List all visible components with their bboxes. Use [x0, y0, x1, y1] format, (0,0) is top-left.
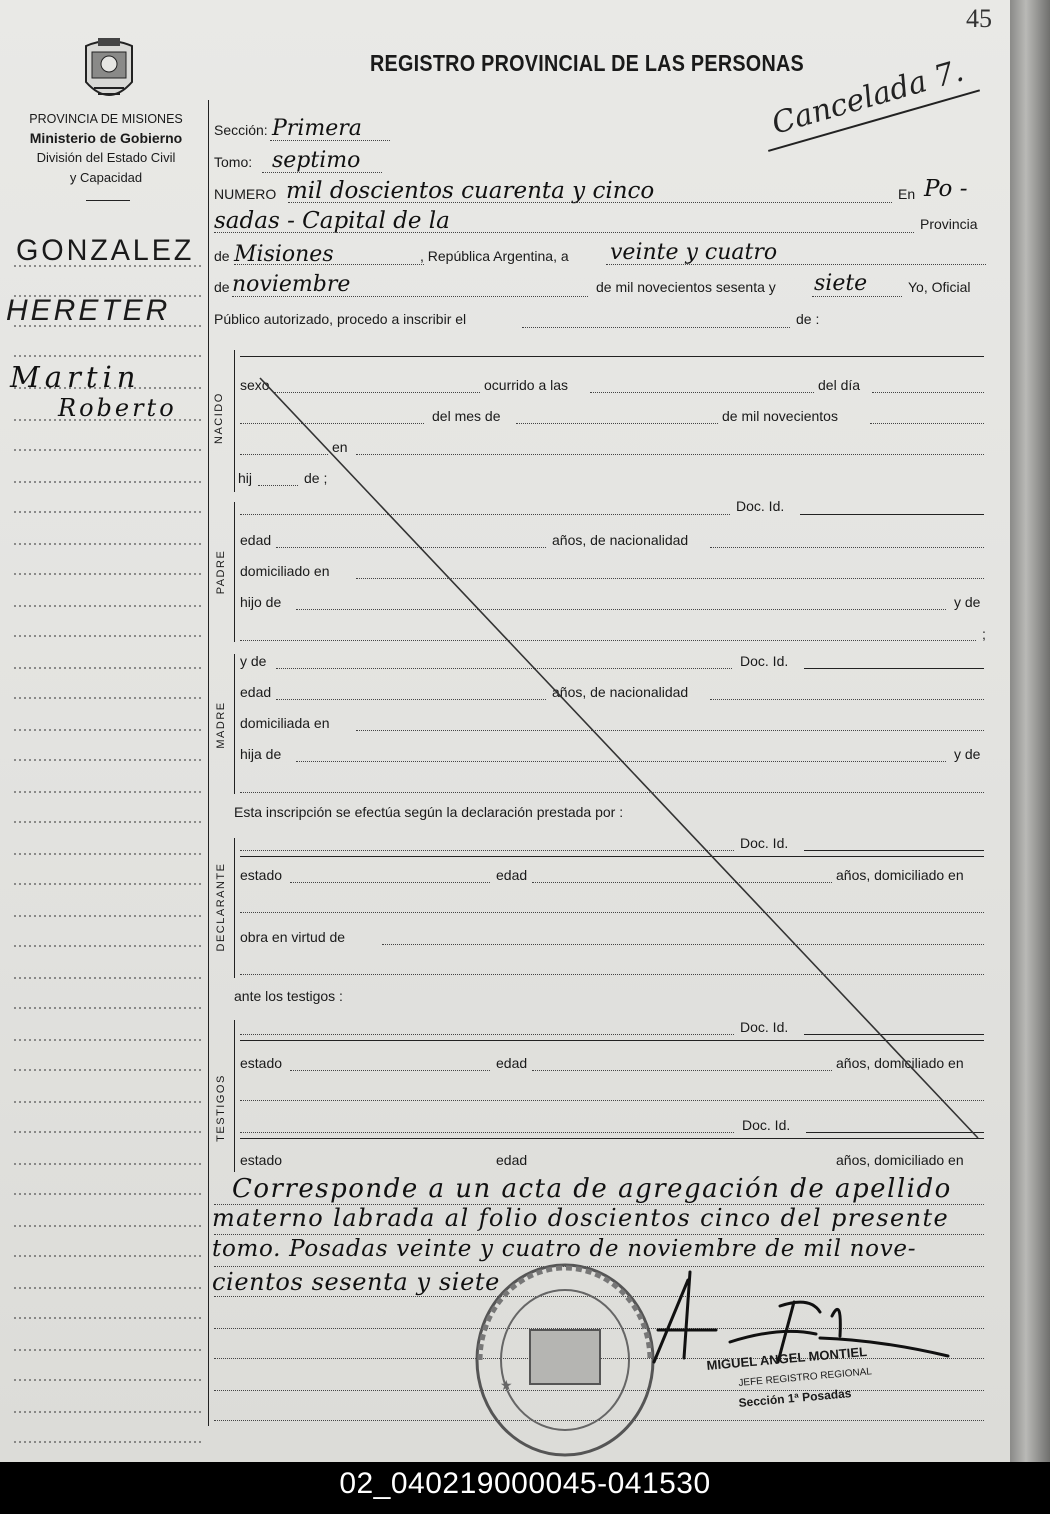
annotation-line-4: cientos sesenta y siete [212, 1268, 500, 1296]
publico-line [522, 327, 790, 328]
place-value: sadas - Capital de la [214, 208, 450, 234]
doc-id-testigo-2: Doc. Id. [742, 1117, 791, 1133]
nacido-bracket [234, 350, 235, 492]
yo-oficial-label: Yo, Oficial [908, 279, 971, 295]
doc-id-nacido: Doc. Id. [736, 498, 785, 514]
edad-label-testigo-1: edad [496, 1055, 528, 1071]
tomo-line [262, 172, 382, 173]
provincial-coat-of-arms [74, 36, 144, 110]
de-label-1: de [214, 248, 230, 264]
division-line-1: División del Estado Civil [36, 150, 176, 165]
de-colon-label: de : [796, 311, 820, 327]
provincia-label: Provincia [920, 216, 978, 232]
section-nacido: NACIDO [213, 392, 225, 444]
page-title: REGISTRO PROVINCIAL DE LAS PERSONAS [370, 50, 804, 76]
domiciliado-label-declarante: años, domiciliado en [836, 867, 964, 883]
edad-label-padre: edad [240, 532, 272, 548]
section-padre: PADRE [215, 549, 227, 595]
estado-label-testigo-2: estado [240, 1152, 283, 1168]
month-value: noviembre [232, 272, 351, 297]
scan-reference-code: 02_040219000045-041530 [339, 1467, 711, 1500]
province-name: PROVINCIA DE MISIONES [29, 112, 183, 126]
obra-label: obra en virtud de [240, 929, 346, 945]
edad-label-testigo-2: edad [496, 1152, 528, 1168]
svg-text:★: ★ [500, 1377, 513, 1393]
day-line [606, 264, 986, 265]
numero-value: mil doscientos cuarenta y cinco [286, 178, 655, 204]
numero-line [288, 202, 892, 203]
margin-given-name-2: Roberto [58, 394, 177, 422]
domiciliado-label-padre: domiciliado en [240, 563, 330, 579]
seccion-line [270, 140, 390, 141]
place-line [214, 232, 914, 233]
y-de-label-padre: y de [954, 594, 981, 610]
del-dia-label: del día [818, 377, 861, 393]
hij-label: hij [238, 470, 253, 486]
sexo-label: sexo [240, 377, 270, 393]
declaracion-label: Esta inscripción se efectúa según la declaración prestada por : [234, 804, 624, 820]
en-label: En [898, 186, 916, 202]
padre-bracket [234, 502, 235, 642]
official-section: Sección 1ª Posadas [738, 1386, 852, 1410]
de-mil-label: de mil novecientos [722, 408, 838, 424]
estado-label-testigo-1: estado [240, 1055, 283, 1071]
province-value: Misiones [234, 242, 334, 267]
year-line [812, 296, 902, 297]
annotation-line-2: materno labrada al folio doscientos cinco del presente [212, 1204, 950, 1232]
year-value: siete [814, 271, 868, 296]
declarante-bracket [234, 838, 235, 978]
section-testigos: TESTIGOS [215, 1074, 227, 1142]
header-divider [86, 200, 130, 201]
margin-given-name-1: Martin [10, 360, 141, 394]
estado-label-declarante: estado [240, 867, 283, 883]
official-title: JEFE REGISTRO REGIONAL [738, 1366, 873, 1389]
margin-vertical-rule [208, 100, 209, 1426]
edad-label-madre: edad [240, 684, 272, 700]
y-de-label-madre-2: y de [954, 746, 981, 762]
doc-id-testigo-1: Doc. Id. [740, 1019, 789, 1035]
section-declarante: DECLARANTE [215, 862, 227, 952]
note-line-2 [214, 1234, 984, 1235]
doc-id-declarante: Doc. Id. [740, 835, 789, 851]
canceled-stamp: Cancelada 7. [768, 53, 968, 142]
seccion-value: Primera [272, 116, 362, 141]
month-line [232, 296, 588, 297]
year-label: de mil novecientos sesenta y [596, 279, 776, 295]
de-label-2: de [214, 279, 230, 295]
en-label-nacido: en [332, 439, 348, 455]
domiciliada-label: domiciliada en [240, 715, 330, 731]
official-name: MIGUEL ANGEL MONTIEL [706, 1343, 868, 1373]
nacionalidad-label-padre: años, de nacionalidad [552, 532, 689, 548]
del-mes-label: del mes de [432, 408, 501, 424]
annotation-line-3: tomo. Posadas veinte y cuatro de noviembre de mil nove- [212, 1236, 917, 1262]
margin-surname-2: HERETER [6, 294, 171, 327]
annotation-line-1: Corresponde a un acta de agregación de apellido [232, 1174, 952, 1204]
tomo-label: Tomo: [214, 154, 253, 170]
doc-id-madre: Doc. Id. [740, 653, 789, 669]
numero-label: NUMERO [214, 186, 277, 202]
nacido-top-rule [240, 356, 984, 357]
section-madre: MADRE [215, 701, 227, 749]
hij-de-label: de ; [304, 470, 328, 486]
testigos-bracket [234, 1020, 235, 1172]
ministry-name: Ministerio de Gobierno [29, 130, 183, 146]
cancellation-diagonal-line [240, 370, 1000, 1170]
domiciliado-label-testigo-2: años, domiciliado en [836, 1152, 964, 1168]
day-value: veinte y cuatro [610, 240, 778, 265]
ocurrido-label: ocurrido a las [484, 377, 569, 393]
division-line-2: y Capacidad [69, 170, 143, 185]
en-value: Po - [924, 176, 968, 202]
semicolon-mark: ; [982, 626, 986, 642]
edad-label-declarante: edad [496, 867, 528, 883]
domiciliado-label-testigo-1: años, domiciliado en [836, 1055, 964, 1071]
page-number: 45 [966, 4, 992, 33]
seccion-label: Sección: [214, 122, 268, 138]
hijo-de-label: hijo de [240, 594, 282, 610]
book-binding-edge [1010, 0, 1050, 1462]
province-line [234, 264, 424, 265]
madre-bracket [234, 654, 235, 794]
nacionalidad-label-madre: años, de nacionalidad [552, 684, 689, 700]
publico-label: Público autorizado, procedo a inscribir el [214, 311, 467, 327]
y-de-label-madre: y de [240, 653, 267, 669]
republica-label: , República Argentina, a [420, 248, 569, 264]
hija-de-label: hija de [240, 746, 282, 762]
margin-surname-1: GONZALEZ [16, 234, 195, 267]
ante-testigos-label: ante los testigos : [234, 988, 343, 1004]
tomo-value: septimo [272, 148, 361, 173]
